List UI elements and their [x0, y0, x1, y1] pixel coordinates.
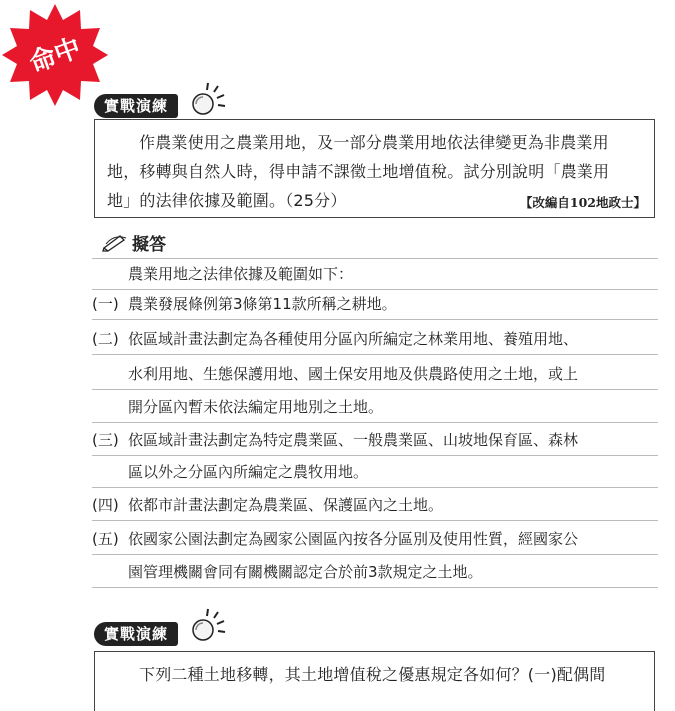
pen-icon — [102, 232, 128, 252]
answer-item-row — [92, 425, 658, 456]
answer-intro-row — [92, 258, 658, 290]
item-number: (一) — [92, 295, 119, 313]
answer-item-row — [92, 524, 658, 555]
question-line: 作農業使用之農業用地，及一部分農業用地依法律變更為非農業用 — [139, 133, 609, 152]
item-number: (四) — [92, 496, 119, 514]
answer-title: 擬答 — [132, 234, 166, 255]
item-text: 依國家公園法劃定為國家公園區內按各分區別及使用性質，經國家公 — [128, 530, 579, 548]
item-text: 水利用地、生態保護用地、國土保安用地及供農路使用之土地，或上 — [128, 365, 579, 383]
answer-intro: 農業用地之法律依據及範圍如下： — [128, 265, 354, 283]
item-text: 區以外之分區內所編定之農牧用地。 — [128, 463, 369, 481]
answer-item-row-cont — [92, 457, 658, 488]
answer-item-row — [92, 289, 658, 320]
item-text: 園管理機關會同有關機關認定合於前3款規定之土地。 — [128, 563, 483, 581]
badge-label: 命中 — [25, 32, 85, 79]
question-box-2 — [94, 651, 655, 711]
item-text: 依都市計畫法劃定為農業區、保護區內之土地。 — [128, 496, 444, 514]
question-box — [94, 119, 655, 218]
lightbulb-icon — [186, 82, 226, 118]
item-text: 依區域計畫法劃定為各種使用分區內所編定之林業用地、養殖用地、 — [128, 330, 579, 348]
question-line: 地」的法律依據及範圍。（25分） — [107, 191, 347, 210]
section-tag-practice-2: 實戰演練 — [94, 622, 178, 646]
question-line: 下列二種土地移轉，其土地增值稅之優惠規定各如何？(一)配偶間 — [139, 665, 606, 684]
answer-item-row-cont — [92, 359, 658, 390]
answer-item-row-cont — [92, 557, 658, 588]
lightbulb-icon — [186, 608, 226, 644]
answer-item-row — [92, 490, 658, 521]
item-number: (二) — [92, 330, 119, 348]
question-source: 【改編自102地政士】 — [519, 195, 646, 210]
section-tag-practice: 實戰演練 — [94, 94, 178, 118]
question-line: 地，移轉與自然人時，得申請不課徵土地增值稅。試分別說明「農業用 — [107, 162, 610, 181]
item-text: 依區域計畫法劃定為特定農業區、一般農業區、山坡地保育區、森林 — [128, 431, 579, 449]
item-text: 開分區內暫未依法編定用地別之土地。 — [128, 398, 384, 416]
item-number: (五) — [92, 530, 119, 548]
answer-item-row — [92, 324, 658, 355]
answer-heading — [102, 228, 166, 256]
answer-item-row-cont — [92, 392, 658, 423]
hit-badge — [0, 0, 110, 110]
item-text: 農業發展條例第3條第11款所稱之耕地。 — [128, 295, 397, 313]
item-number: (三) — [92, 431, 119, 449]
